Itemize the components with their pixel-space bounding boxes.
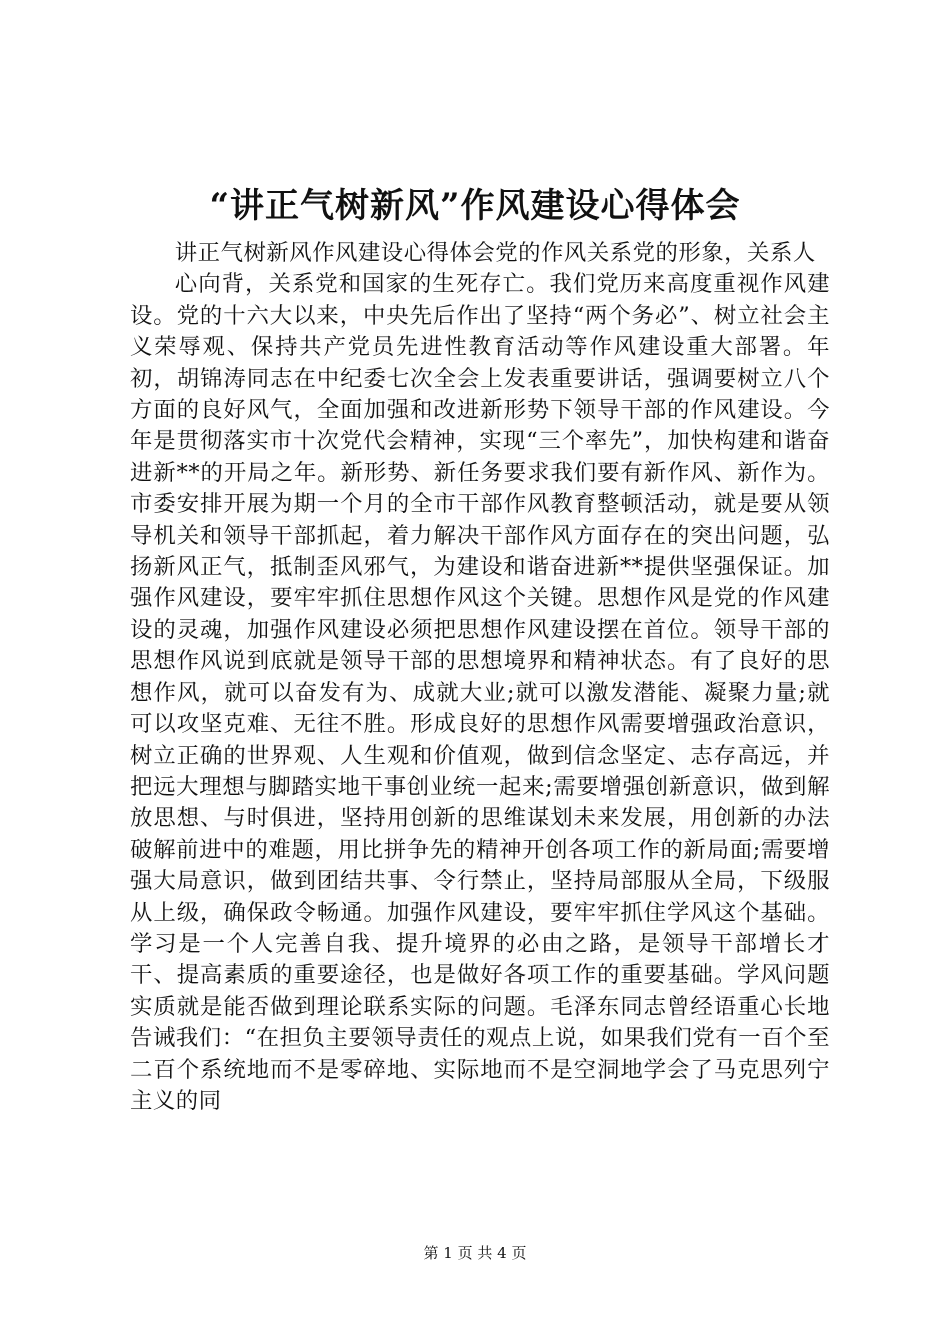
paragraph: 讲正气树新风作风建设心得体会党的作风关系党的形象，关系人 <box>174 240 816 266</box>
document-title: “讲正气树新风”作风建设心得体会 <box>209 186 741 226</box>
page-number-footer: 第 1 页 共 4 页 <box>423 1244 527 1262</box>
paragraph: 心向背，关系党和国家的生死存亡。我们党历来高度重视作风建设。党的十六大以来，中央先后作出了坚持“两个务必”、树立社会主义荣辱观、保持共产党员先进性教育活动等作风建设重大部署。年初，胡锦涛同志在中纪委七次全会上发表重要讲话，强调要树立八个方面的良好风气，全面加强和改进新形势下领导干部的作风建设。今年是贯彻落实市十次党代会精神，实现“三个率先”，加快构建和谐奋进新**的开局之年。新形势、新任务要求我们要有新作风、新作为。市委安排开展为期一个月的全市干部作风教育整顿活动，就是要从领导机关和领导干部抓起，着力解决干部作风方面存在的突出问题，弘扬新风正气，抵制歪风邪气，为建设和谐奋进新**提供坚强保证。加强作风建设，要牢牢抓住思想作风这个关键。思想作风是党的作风建设的灵魂，加强作风建设必须把思想作风建设摆在首位。领导干部的思想作风说到底就是领导干部的思想境界和精神状态。有了良好的思想作风，就可以奋发有为、成就大业;就可以激发潜能、凝聚力量;就可以攻坚克难、无往不胜。形成良好的思想作风需要增强政治意识，树立正确的世界观、人生观和价值观，做到信念坚定、志存高远，并把远大理想与脚踏实地干事创业统一起来;需要增强创新意识，做到解放思想、与时俱进，坚持用创新的思维谋划未来发展，用创新的办法破解前进中的难题，用比拼争先的精神开创各项工作的新局面;需要增强大局意识，做到团结共事、令行禁止，坚持局部服从全局，下级服从上级，确保政令畅通。加强作风建设，要牢牢抓住学风这个基础。学习是一个人完善自我、提升境界的必由之路，是领导干部增长才干、提高素质的重要途径，也是做好各项工作的重要基础。学风问题实质就是能否做到理论联系实际的问题。毛泽东同志曾经语重心长地告诫我们：“在担负主要领导责任的观点上说，如果我们党有一百个至二百个系统地而不是零碎地、实际地而不是空洞地学会了马克思列宁主义的同 <box>130 271 830 1114</box>
document-body <box>130 238 830 1117</box>
